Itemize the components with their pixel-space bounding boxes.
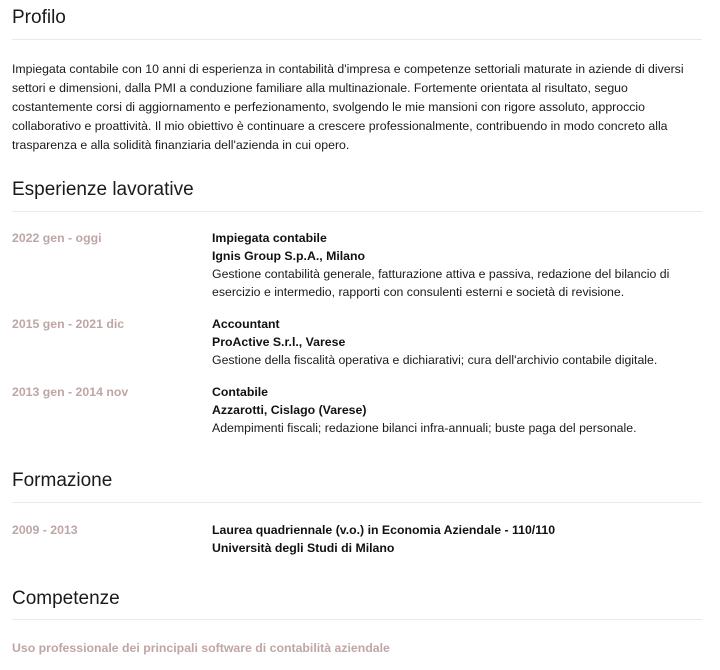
experience-org: ProActive S.r.l., Varese — [212, 335, 346, 349]
skill-item: Uso professionale dei principali software di contabilità aziendale — [12, 641, 390, 655]
profile-divider — [12, 39, 702, 40]
education-heading: Formazione — [12, 470, 113, 491]
skills-section — [12, 587, 702, 657]
education-entry — [12, 521, 702, 557]
profile-text: Impiegata contabile con 10 anni di esperienza in contabilità d'impresa e competenze settoriali maturate in aziende di diversi settori e dimensioni, dalla PMI a conduzione familiare alla multinazionale. Fortemente orientata al risultato, seguo costantemente corsi di aggiornamento e perfezionamento, svolgendo le mie mansioni con rigore assoluto, approccio collaborativo e proattività. Il mio obiettivo è continuare a crescere professionalmente, contribuendo in modo concreto alla trasparenza e alla solidità finanziaria dell'azienda in cui opero. — [12, 62, 684, 152]
experience-divider — [12, 211, 702, 212]
experience-desc: Gestione della fiscalità operativa e dichiarativi; cura dell'archivio contabile digitale. — [212, 353, 658, 367]
education-org: Università degli Studi di Milano — [212, 541, 395, 555]
experience-body — [212, 315, 702, 369]
skills-divider — [12, 619, 702, 620]
experience-date: 2013 gen - 2014 nov — [12, 385, 129, 399]
education-divider — [12, 502, 702, 503]
skills-heading: Competenze — [12, 588, 120, 609]
experience-date: 2022 gen - oggi — [12, 231, 102, 245]
education-title: Laurea quadriennale (v.o.) in Economia Aziendale - 110/110 — [212, 523, 556, 537]
education-body — [212, 521, 702, 557]
education-section — [12, 469, 702, 557]
experience-title: Impiegata contabile — [212, 231, 327, 245]
experience-org: Ignis Group S.p.A., Milano — [212, 249, 366, 263]
profile-section — [12, 6, 702, 155]
experience-desc: Adempimenti fiscali; redazione bilanci infra-annuali; buste paga del personale. — [212, 421, 637, 435]
experience-org: Azzarotti, Cislago (Varese) — [212, 403, 367, 417]
experience-entry — [12, 383, 702, 437]
experience-date: 2015 gen - 2021 dic — [12, 317, 125, 331]
profile-heading: Profilo — [12, 7, 66, 28]
experience-section — [12, 178, 702, 437]
experience-entry — [12, 315, 702, 369]
experience-title: Contabile — [212, 385, 269, 399]
experience-title: Accountant — [212, 317, 280, 331]
experience-entry — [12, 229, 702, 301]
experience-desc: Gestione contabilità generale, fatturazione attiva e passiva, redazione del bilancio di esercizio e intermedio, rapporti con consulenti esterni e società di revisione. — [212, 267, 670, 299]
experience-body — [212, 229, 702, 301]
experience-body — [212, 383, 702, 437]
education-date: 2009 - 2013 — [12, 523, 78, 537]
experience-heading: Esperienze lavorative — [12, 179, 194, 200]
